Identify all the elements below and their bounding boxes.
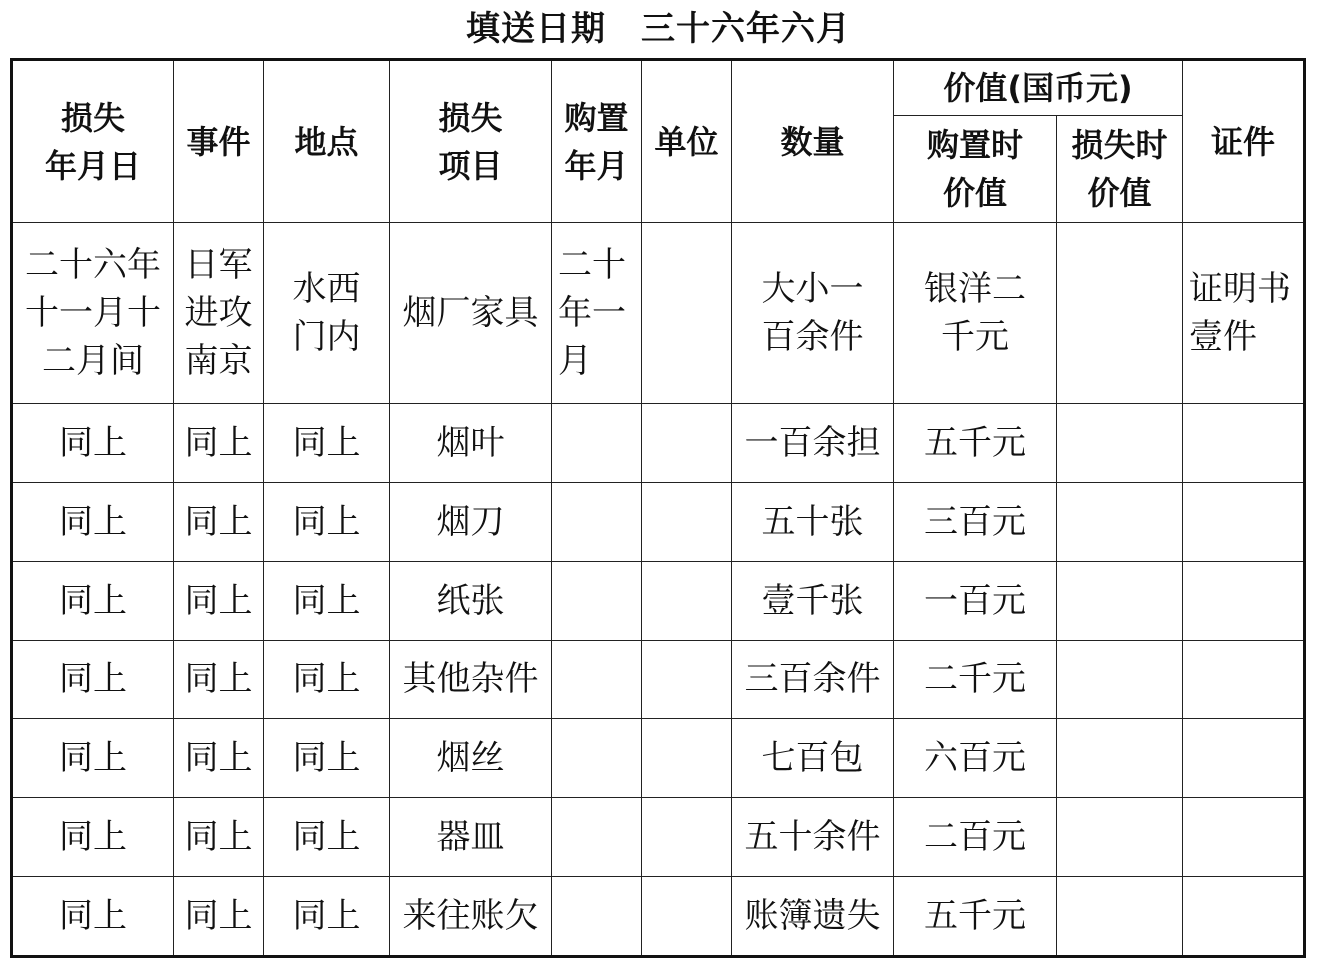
- table-row: [12, 798, 1305, 877]
- cell-location: 同上: [264, 403, 390, 482]
- cell-value-at-loss: [1057, 877, 1183, 957]
- cell-proof: [1183, 719, 1305, 798]
- cell-value-at-purchase: 六百元: [894, 719, 1057, 798]
- table-row: [12, 403, 1305, 482]
- cell-loss-date: 同上: [12, 719, 174, 798]
- cell-loss-item: 其他杂件: [390, 640, 552, 719]
- cell-quantity: 账簿遗失: [732, 877, 894, 957]
- cell-loss-date: 同上: [12, 877, 174, 957]
- table-row: [12, 223, 1305, 404]
- cell-value-at-purchase: 银洋二 千元: [894, 223, 1057, 404]
- cell-value-at-loss: [1057, 403, 1183, 482]
- table-row: [12, 640, 1305, 719]
- cell-quantity: 七百包: [732, 719, 894, 798]
- cell-loss-date: 同上: [12, 482, 174, 561]
- cell-unit: [642, 223, 732, 404]
- cell-location: 同上: [264, 798, 390, 877]
- cell-value-at-loss: [1057, 561, 1183, 640]
- table-body: [12, 223, 1305, 957]
- cell-quantity: 五十张: [732, 482, 894, 561]
- cell-value-at-purchase: 一百元: [894, 561, 1057, 640]
- cell-purchase-date: [552, 482, 642, 561]
- cell-value-at-purchase: 二千元: [894, 640, 1057, 719]
- cell-value-at-purchase: 五千元: [894, 403, 1057, 482]
- cell-event: 同上: [174, 798, 264, 877]
- cell-value-at-purchase: 五千元: [894, 877, 1057, 957]
- cell-value-at-loss: [1057, 719, 1183, 798]
- cell-location: 同上: [264, 877, 390, 957]
- cell-location: 同上: [264, 561, 390, 640]
- cell-loss-date: 二十六年 十一月十 二月间: [12, 223, 174, 404]
- cell-loss-date: 同上: [12, 561, 174, 640]
- cell-purchase-date: [552, 561, 642, 640]
- cell-purchase-date: [552, 403, 642, 482]
- cell-location: 同上: [264, 482, 390, 561]
- table-row: [12, 482, 1305, 561]
- header-loss-date: 损失 年月日: [12, 60, 174, 223]
- cell-quantity: 五十余件: [732, 798, 894, 877]
- cell-proof: [1183, 798, 1305, 877]
- header-purchase-date: 购置 年月: [552, 60, 642, 223]
- table-row: [12, 877, 1305, 957]
- cell-event: 同上: [174, 640, 264, 719]
- header-value-group: 价值(国币元): [894, 60, 1183, 116]
- cell-event: 日军 进攻 南京: [174, 223, 264, 404]
- cell-purchase-date: [552, 640, 642, 719]
- header-event: 事件: [174, 60, 264, 223]
- cell-loss-item: 烟叶: [390, 403, 552, 482]
- cell-proof: [1183, 482, 1305, 561]
- cell-loss-item: 来往账欠: [390, 877, 552, 957]
- cell-event: 同上: [174, 561, 264, 640]
- cell-event: 同上: [174, 403, 264, 482]
- cell-value-at-purchase: 二百元: [894, 798, 1057, 877]
- cell-event: 同上: [174, 482, 264, 561]
- header-unit: 单位: [642, 60, 732, 223]
- header-loss-item: 损失 项目: [390, 60, 552, 223]
- cell-quantity: 壹千张: [732, 561, 894, 640]
- cell-quantity: 大小一 百余件: [732, 223, 894, 404]
- cell-loss-date: 同上: [12, 640, 174, 719]
- cell-proof: 证明书 壹件: [1183, 223, 1305, 404]
- cell-value-at-loss: [1057, 640, 1183, 719]
- cell-location: 同上: [264, 640, 390, 719]
- table-row: [12, 719, 1305, 798]
- cell-loss-date: 同上: [12, 798, 174, 877]
- cell-location: 同上: [264, 719, 390, 798]
- header-location: 地点: [264, 60, 390, 223]
- cell-purchase-date: 二十 年一 月: [552, 223, 642, 404]
- cell-value-at-loss: [1057, 223, 1183, 404]
- cell-purchase-date: [552, 719, 642, 798]
- cell-proof: [1183, 403, 1305, 482]
- cell-unit: [642, 561, 732, 640]
- cell-loss-item: 纸张: [390, 561, 552, 640]
- cell-loss-date: 同上: [12, 403, 174, 482]
- cell-loss-item: 烟厂家具: [390, 223, 552, 404]
- cell-unit: [642, 403, 732, 482]
- cell-purchase-date: [552, 877, 642, 957]
- header-quantity: 数量: [732, 60, 894, 223]
- cell-unit: [642, 482, 732, 561]
- cell-purchase-date: [552, 798, 642, 877]
- form-title: 填送日期 三十六年六月: [466, 9, 851, 49]
- cell-loss-item: 器皿: [390, 798, 552, 877]
- cell-unit: [642, 719, 732, 798]
- cell-unit: [642, 640, 732, 719]
- cell-event: 同上: [174, 877, 264, 957]
- table-row: [12, 561, 1305, 640]
- cell-proof: [1183, 561, 1305, 640]
- header-proof: 证件: [1183, 60, 1305, 223]
- cell-loss-item: 烟丝: [390, 719, 552, 798]
- header-value-at-loss: 损失时 价值: [1057, 116, 1183, 223]
- cell-location: 水西 门内: [264, 223, 390, 404]
- cell-quantity: 一百余担: [732, 403, 894, 482]
- cell-value-at-loss: [1057, 798, 1183, 877]
- table-header: [12, 60, 1305, 223]
- cell-loss-item: 烟刀: [390, 482, 552, 561]
- cell-value-at-purchase: 三百元: [894, 482, 1057, 561]
- cell-unit: [642, 877, 732, 957]
- cell-proof: [1183, 877, 1305, 957]
- cell-unit: [642, 798, 732, 877]
- cell-value-at-loss: [1057, 482, 1183, 561]
- cell-event: 同上: [174, 719, 264, 798]
- loss-report-table: [10, 58, 1306, 958]
- cell-proof: [1183, 640, 1305, 719]
- header-value-at-purchase: 购置时 价值: [894, 116, 1057, 223]
- cell-quantity: 三百余件: [732, 640, 894, 719]
